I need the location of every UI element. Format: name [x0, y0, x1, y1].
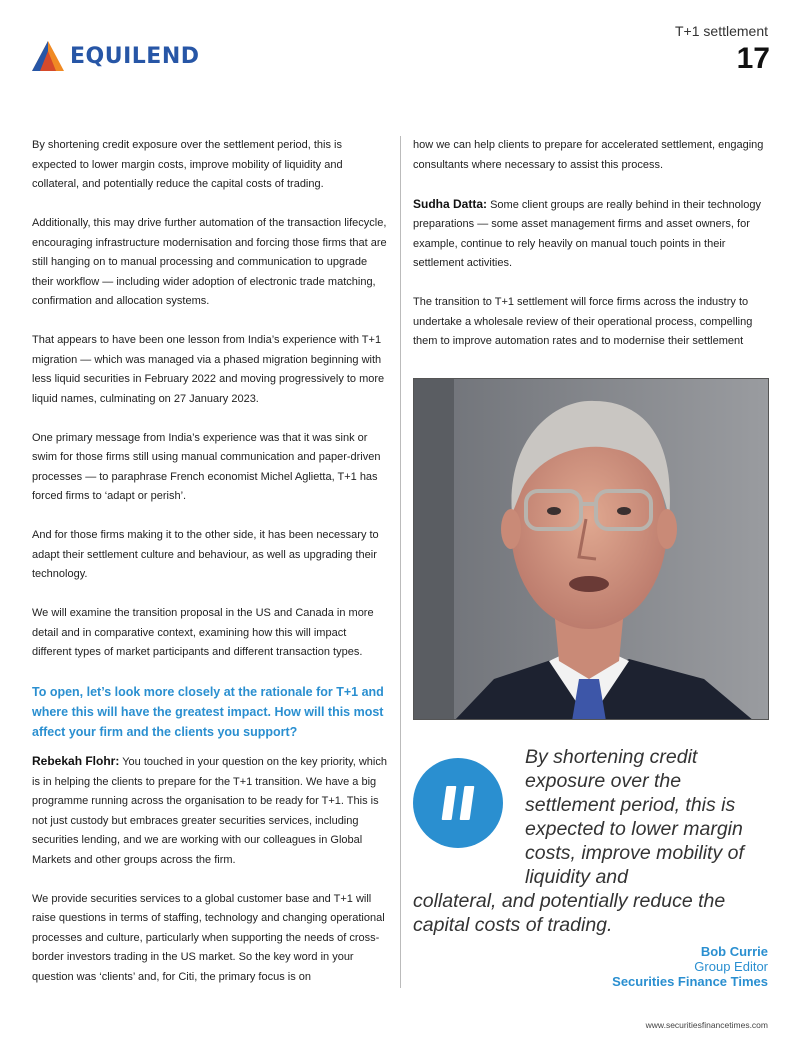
column-divider	[400, 136, 401, 988]
paragraph: By shortening credit exposure over the settlement period, this is expected to lower margin costs, improve mobility of liquidity and collateral, and potentially reduce the capital costs of trading.	[32, 139, 343, 190]
page-number: 17	[736, 42, 770, 75]
author-title: Group Editor	[694, 959, 768, 974]
left-column	[32, 136, 388, 987]
paragraph: And for those firms making it to the other side, it has been necessary to adapt their settlement culture and behaviour, as well as upgrading their technology.	[32, 529, 379, 580]
publication-name: Securities Finance Times	[612, 974, 768, 989]
paragraph: That appears to have been one lesson from India’s experience with T+1 migration — which was managed via a phased migration beginning with less liquid securities in February 2022 and moving progressively to more liquid names, culminating on 27 January 2023.	[32, 334, 385, 405]
answer-text: You touched in your question on the key priority, which is in helping the clients to prepare for the T+1 transition. We have a big programme running across the organisation to be ready for T+1. This is not just custody but embraces greater securities services, including securities lending, and we are working with our colleagues in Global Markets and other groups across the firm.	[32, 756, 387, 866]
paragraph: how we can help clients to prepare for accelerated settlement, engaging consultants where necessary to assist this process.	[413, 139, 764, 171]
equilend-logo	[30, 39, 200, 73]
paragraph: We provide securities services to a global customer base and T+1 will raise questions in terms of staffing, technology and changing operational processes and culture, particularly when supporting the needs of cross-border investors trading in the US market. So the key word in your question was ‘clients’ and, for Citi, the primary focus is on	[32, 892, 385, 983]
paragraph: Additionally, this may drive further automation of the transaction lifecycle, encouraging infrastructure modernisation and forcing those firms that are still hanging on to manual processing and communication to upgrade their workflow — including wider adoption of electronic trade matching, confirmation and allocation systems.	[32, 217, 387, 307]
interview-question: To open, let’s look more closely at the rationale for T+1 and where this will have the greatest impact. How will this most affect your firm and the clients you support?	[32, 685, 384, 739]
section-title: T+1 settlement	[675, 23, 768, 39]
author-name: Bob Currie	[700, 944, 768, 959]
speaker-name: Rebekah Flohr:	[32, 754, 120, 768]
paragraph: The transition to T+1 settlement will force firms across the industry to undertake a wholesale review of their operational process, compelling them to improve automation rates and to modernise their settlement	[413, 296, 753, 347]
quote-icon	[413, 758, 503, 848]
answer-paragraph	[32, 752, 388, 870]
author-attribution	[612, 944, 768, 989]
logo-text: EQUILEND	[70, 43, 200, 69]
equilend-triangle-icon	[30, 39, 66, 73]
paragraph: We will examine the transition proposal in the US and Canada in more detail and in comparative context, examining how this will impact different types of market participants and different transaction types.	[32, 607, 374, 658]
footer-url[interactable]: www.securitiesfinancetimes.com	[645, 1020, 768, 1030]
speaker-name: Sudha Datta:	[413, 196, 488, 211]
pull-quote	[413, 745, 773, 937]
paragraph: One primary message from India’s experience was that it was sink or swim for those firms still using manual communication and paper-driven processes — to paraphrase French economist Michel Aglietta, T+1 has forced firms to ‘adapt or perish’.	[32, 431, 381, 502]
speaker-photo	[413, 378, 769, 720]
answer-paragraph	[413, 195, 773, 274]
pull-quote-tail: collateral, and potentially reduce the capital costs of trading.	[413, 890, 726, 936]
pull-quote-lead: By shortening credit exposure over the settlement period, this is expected to lower margin costs, improve mobility of liquidity and	[525, 746, 744, 888]
right-column	[413, 136, 773, 352]
answer-text: Some client groups are really behind in their technology preparations — some asset management firms and asset owners, for example, continue to rely heavily on manual touch points in their settlement activities.	[413, 198, 761, 269]
